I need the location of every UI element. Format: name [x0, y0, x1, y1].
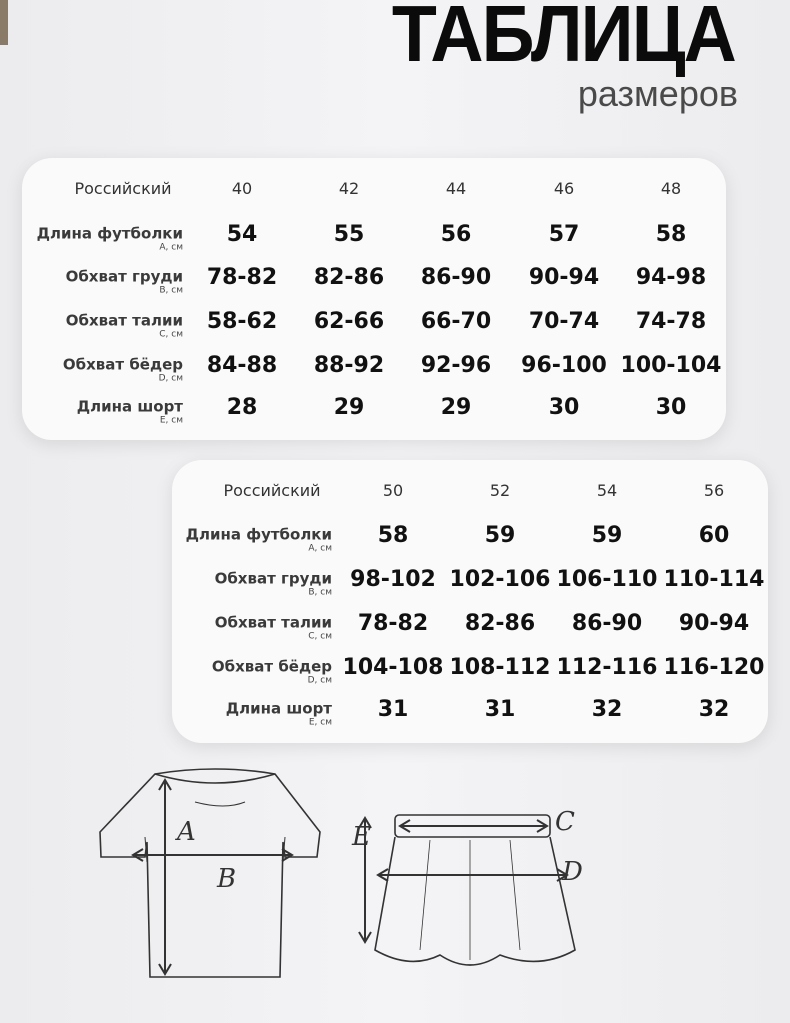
table-cell: 90-94: [678, 611, 750, 636]
page-title: ТАБЛИЦА: [391, 0, 735, 78]
size-header: 50: [382, 481, 404, 500]
table-cell: 58-62: [206, 309, 278, 334]
row-unit: C, см: [308, 631, 332, 642]
shorts-label-e: E: [352, 822, 371, 852]
table-cell: 88-92: [313, 353, 385, 378]
size-header: 40: [231, 179, 253, 198]
row-unit: B, см: [308, 587, 332, 598]
row-label: [226, 700, 332, 729]
size-header: 54: [596, 481, 618, 500]
size-header: 42: [338, 179, 360, 198]
table-cell: 31: [377, 697, 409, 722]
row-label: [77, 398, 183, 427]
row-title: Длина шорт: [225, 699, 332, 718]
size-header-label: Российский: [223, 481, 321, 500]
row-label: [63, 356, 183, 385]
table-cell: 94-98: [635, 265, 707, 290]
table-cell: 55: [333, 222, 365, 247]
table-cell: 100-104: [620, 353, 722, 378]
row-title: Обхват груди: [214, 569, 332, 588]
row-title: Обхват груди: [65, 267, 183, 286]
row-label: [66, 312, 183, 341]
table-cell: 57: [548, 222, 580, 247]
shorts-illustration: [350, 800, 600, 1000]
table-cell: 112-116: [556, 655, 658, 680]
shorts-label-c: C: [555, 807, 575, 837]
size-table-2: [172, 460, 768, 743]
table-cell: 56: [440, 222, 472, 247]
table-cell: 82-86: [464, 611, 536, 636]
size-header-label: Российский: [74, 179, 172, 198]
row-title: Обхват бёдер: [211, 657, 332, 676]
row-label: [37, 225, 183, 254]
page-subtitle: размеров: [577, 73, 738, 114]
row-unit: E, см: [308, 717, 332, 728]
row-unit: C, см: [159, 329, 183, 340]
table-cell: 59: [484, 523, 516, 548]
table-cell: 30: [548, 395, 580, 420]
table-cell: 70-74: [528, 309, 600, 334]
size-table-1: [22, 158, 726, 440]
tshirt-label-a: A: [177, 817, 196, 847]
row-title: Длина футболки: [185, 525, 332, 544]
row-label: [186, 526, 332, 555]
table-cell: 86-90: [571, 611, 643, 636]
size-header: 44: [445, 179, 467, 198]
table-cell: 30: [655, 395, 687, 420]
tshirt-label-b: B: [217, 864, 237, 894]
table-cell: 78-82: [357, 611, 429, 636]
row-title: Длина шорт: [76, 397, 183, 416]
size-header: 46: [553, 179, 575, 198]
table-cell: 62-66: [313, 309, 385, 334]
row-unit: E, см: [159, 415, 183, 426]
table-cell: 96-100: [521, 353, 607, 378]
row-unit: D, см: [307, 675, 332, 686]
row-label: [212, 658, 332, 687]
table-cell: 90-94: [528, 265, 600, 290]
table-cell: 78-82: [206, 265, 278, 290]
table-cell: 31: [484, 697, 516, 722]
table-cell: 98-102: [350, 567, 436, 592]
row-unit: D, см: [158, 373, 183, 384]
table-cell: 66-70: [420, 309, 492, 334]
table-cell: 74-78: [635, 309, 707, 334]
table-cell: 59: [591, 523, 623, 548]
table-cell: 29: [333, 395, 365, 420]
table-cell: 54: [226, 222, 258, 247]
table-cell: 86-90: [420, 265, 492, 290]
table-cell: 32: [698, 697, 730, 722]
corner-decoration: [0, 0, 8, 45]
tshirt-illustration: [95, 762, 335, 992]
table-cell: 29: [440, 395, 472, 420]
table-cell: 102-106: [449, 567, 551, 592]
row-label: [66, 268, 183, 297]
row-title: Обхват талии: [214, 613, 332, 632]
size-header: 48: [660, 179, 682, 198]
row-unit: A, см: [159, 242, 183, 253]
table-cell: 108-112: [449, 655, 551, 680]
table-cell: 106-110: [556, 567, 658, 592]
table-cell: 32: [591, 697, 623, 722]
table-cell: 28: [226, 395, 258, 420]
table-cell: 60: [698, 523, 730, 548]
size-header: 56: [703, 481, 725, 500]
row-title: Обхват талии: [65, 311, 183, 330]
shorts-label-d: D: [562, 857, 583, 887]
row-title: Длина футболки: [36, 224, 183, 243]
table-cell: 82-86: [313, 265, 385, 290]
row-label: [215, 570, 332, 599]
row-label: [215, 614, 332, 643]
table-cell: 92-96: [420, 353, 492, 378]
table-cell: 104-108: [342, 655, 444, 680]
row-title: Обхват бёдер: [62, 355, 183, 374]
table-cell: 84-88: [206, 353, 278, 378]
row-unit: B, см: [159, 285, 183, 296]
row-unit: A, см: [308, 543, 332, 554]
table-cell: 58: [377, 523, 409, 548]
table-cell: 116-120: [663, 655, 765, 680]
table-cell: 58: [655, 222, 687, 247]
size-header: 52: [489, 481, 511, 500]
table-cell: 110-114: [663, 567, 765, 592]
